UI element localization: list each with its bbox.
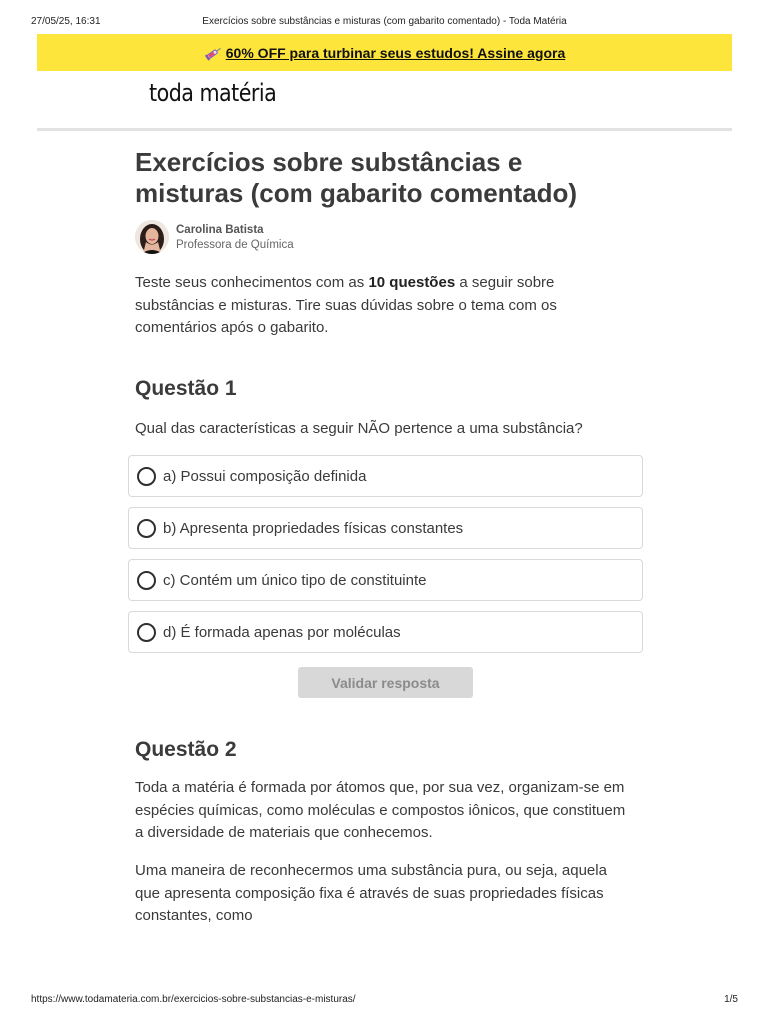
promo-banner xyxy=(37,34,732,71)
article-title: Exercícios sobre substâncias e misturas (com gabarito comentado) xyxy=(135,147,578,208)
option-label: c) Contém um único tipo de constituinte xyxy=(163,571,427,589)
option-a[interactable] xyxy=(128,455,643,497)
radio-button[interactable] xyxy=(137,519,156,538)
author-avatar xyxy=(135,220,169,254)
print-header xyxy=(31,16,738,30)
print-page-title: Exercícios sobre substâncias e misturas (com gabarito comentado) - Toda Matéria xyxy=(202,16,567,27)
syringe-icon xyxy=(204,45,224,61)
question-1-prompt: Qual das características a seguir NÃO pertence a uma substância? xyxy=(135,420,583,437)
print-page-number: 1/5 xyxy=(724,994,738,1005)
question-2-paragraph-1: Toda a matéria é formada por átomos que, por sua vez, organizam-se em espécies químicas, como moléculas e compostos iônicos, que constituem a diversidade de materiais que conhecemos. xyxy=(135,779,626,841)
option-b[interactable] xyxy=(128,507,643,549)
option-d[interactable] xyxy=(128,611,643,653)
author-byline xyxy=(135,220,294,254)
option-label: d) É formada apenas por moléculas xyxy=(163,623,401,641)
question-1-heading: Questão 1 xyxy=(135,377,237,400)
question-2-paragraph-2: Uma maneira de reconhecermos uma substância pura, ou seja, aquela que apresenta composição fixa é através de suas propriedades físicas constantes, como xyxy=(135,862,607,924)
option-c[interactable] xyxy=(128,559,643,601)
header-divider xyxy=(37,128,732,131)
intro-text-start: Teste seus conhecimentos com as xyxy=(135,274,369,291)
radio-button[interactable] xyxy=(137,467,156,486)
promo-link[interactable] xyxy=(204,45,565,61)
option-label: b) Apresenta propriedades físicas constantes xyxy=(163,519,464,537)
intro-bold: 10 questões xyxy=(368,274,456,291)
site-logo[interactable]: toda matéria xyxy=(149,79,277,107)
radio-button[interactable] xyxy=(137,571,156,590)
option-label: a) Possui composição definida xyxy=(163,467,367,485)
intro-text-end: a seguir sobre substâncias e misturas. Tire suas dúvidas sobre o tema com os comentários após o gabarito. xyxy=(135,274,557,336)
print-url: https://www.todamateria.com.br/exercicios-sobre-substancias-e-misturas/ xyxy=(31,994,356,1005)
print-datetime: 27/05/25, 16:31 xyxy=(31,16,101,27)
validate-answer-button[interactable]: Validar resposta xyxy=(298,667,473,698)
radio-button[interactable] xyxy=(137,623,156,642)
promo-text: 60% OFF para turbinar seus estudos! Assine agora xyxy=(225,44,566,61)
author-role: Professora de Química xyxy=(176,239,294,251)
author-name[interactable]: Carolina Batista xyxy=(176,224,264,236)
question-2-heading: Questão 2 xyxy=(135,738,237,761)
author-info xyxy=(176,223,294,251)
intro-paragraph xyxy=(135,272,605,340)
